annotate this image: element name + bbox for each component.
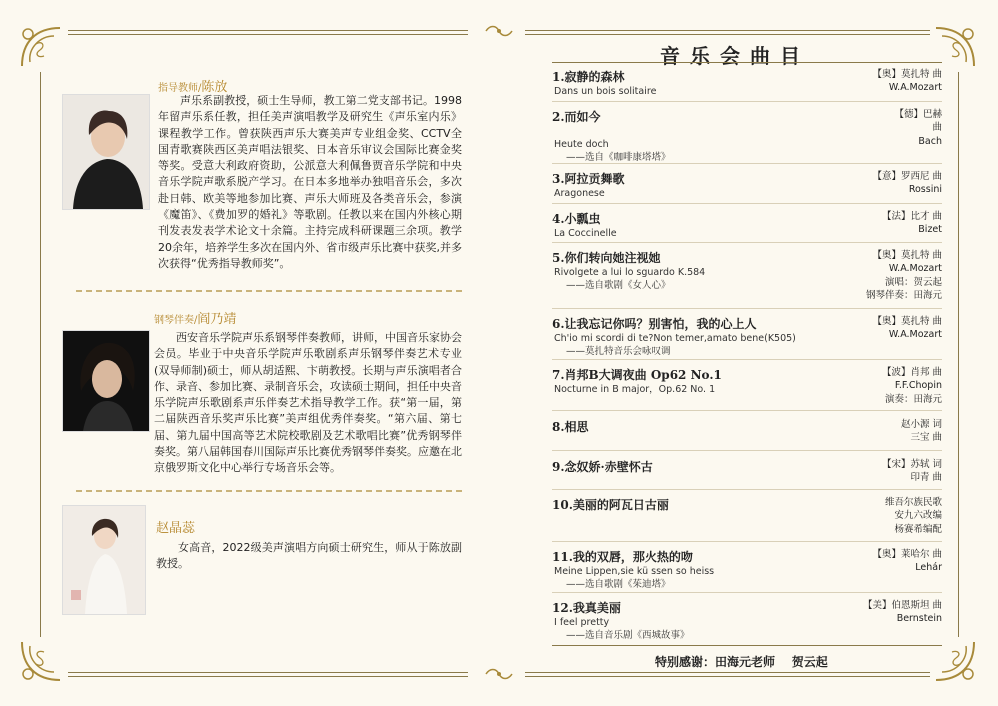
mentor-bio: 声乐系副教授，硕士生导师，教工第二党支部书记。1998年留声乐系任教，担任美声演唱教学及研究生《声乐室内乐》课程教学工作。曾获陕西声乐大赛美声专业组金奖、CCTV全国青歌赛陕西区美声唱法银奖、日本音乐审议会国际比赛金奖等奖。受意大利政府资助，公派意大利佩鲁贾音乐学院和中央音乐学院声歌系脱产学习。在日本多地举办独唱音乐会，多次赴日韩、欧美等地参加比赛、声乐大师班及各类音乐会，参演《魔笛》、《费加罗的婚礼》等歌剧。任教以来在国内外核心期刊发表发表学术论文十余篇。主持完成科研课题三余项。教学20余年，培养学生多次在国内外、省市级声乐比赛中获奖,并多次获得“优秀指导教师奖”。 — [158, 94, 462, 270]
program-item-title: 1.寂静的森林 — [552, 70, 625, 84]
program-item-title: 11.我的双唇，那火热的吻 — [552, 550, 693, 564]
program-item-subtitle: ——选自歌剧《茱迪塔》 — [566, 579, 671, 590]
program-item — [552, 418, 942, 444]
credit-line: 曲 — [932, 122, 942, 134]
thanks-rule — [552, 645, 942, 646]
program-item-subtitle: La Coccinelle — [554, 228, 617, 239]
program-item — [552, 366, 942, 405]
program-item — [552, 108, 942, 164]
top-rule-left-inner — [68, 34, 468, 35]
corner-flourish-top-left-icon — [16, 22, 66, 72]
left-frame-rule — [40, 72, 41, 637]
credit-line: 演奏：田海元 — [884, 393, 942, 405]
credit-line: Lehár — [915, 562, 942, 574]
program-item-title: 5.你们转向她注视她 — [552, 251, 661, 265]
pianist-role: 钢琴伴奏/ — [154, 315, 198, 326]
bottom-rule-left — [68, 672, 468, 673]
credit-line: W.A.Mozart — [888, 82, 942, 94]
credit-line: 【奥】莫扎特 曲 — [872, 69, 942, 80]
program-item-subtitle: Ch'io mi scordi di te?Non temer,amato bene(K505) — [554, 333, 796, 344]
singer-name: 赵晶蕊 — [156, 521, 196, 536]
program-item-title: 2.而如今 — [552, 110, 601, 124]
credit-line: 【意】罗西尼 曲 — [872, 171, 942, 182]
program-separator — [552, 308, 942, 309]
program-item-subtitle: ——莫扎特音乐会咏叹调 — [566, 346, 671, 357]
credit-line: 钢琴伴奏：田海元 — [865, 289, 942, 301]
program-separator — [552, 592, 942, 593]
corner-flourish-bottom-left-icon — [16, 636, 66, 686]
credit-line: 三宝 曲 — [910, 432, 942, 444]
program-separator — [552, 359, 942, 360]
program-item-subtitle: ——选自音乐剧《西城故事》 — [566, 630, 690, 641]
program-item-subtitle: Rivolgete a lui lo sguardo K.584 — [554, 267, 706, 278]
program-item-credit — [885, 496, 942, 536]
program-item — [552, 170, 942, 200]
credit-line: Bernstein — [896, 613, 942, 625]
credit-line: 维吾尔族民歌 — [884, 497, 942, 508]
program-separator — [552, 450, 942, 451]
program-item-subtitle: ——选自歌剧《女人心》 — [566, 280, 671, 291]
pianist-name: 阎乃靖 — [197, 312, 237, 327]
program-separator — [552, 203, 942, 204]
pianist-photo — [62, 330, 150, 432]
program-item — [552, 458, 942, 484]
program-item-title: 3.阿拉贡舞歌 — [552, 172, 625, 186]
program-item-title: 6.让我忘记你吗？别害怕，我的心上人 — [552, 317, 757, 331]
credit-line: 杨赛希编配 — [894, 523, 942, 535]
program-item-title: 12.我真美丽 — [552, 601, 621, 615]
program-item-credit — [872, 548, 942, 575]
program-item-credit — [901, 418, 942, 445]
program-item — [552, 249, 942, 301]
pianist-bio: 西安音乐学院声乐系钢琴伴奏教师，讲师，中国音乐家协会会员。毕业于中央音乐学院声乐歌剧系声乐钢琴伴奏艺术专业(双导师制)硕士，师从胡适熙、卞萌教授。长期与声乐演唱者合作、录音、参加比赛、录制音乐会，攻读硕士期间，担任中央音乐学院声乐歌剧系声乐伴奏艺术指导教学工作。获“第一届，第二届陕西音乐奖声乐比赛”美声组优秀伴奏奖。“第六届、第七届、第九届中国高等艺术院校歌剧及艺术歌唱比赛”优秀钢琴伴奏奖。第八届韩国春川国际声乐比赛优秀钢琴伴奏奖。应邀在北京俄罗斯文化中心举行专场音乐会等。 — [154, 331, 462, 475]
program-item-subtitle: Meine Lippen,sie kü ssen so heiss — [554, 566, 715, 577]
program-item-credit — [872, 315, 942, 342]
credit-line: 【奥】莱哈尔 曲 — [872, 549, 942, 560]
bottom-rule-right — [525, 672, 930, 673]
program-separator — [552, 101, 942, 102]
credit-line: 【德】巴赫 — [894, 109, 942, 120]
program-item-credit — [882, 210, 942, 237]
program-separator — [552, 489, 942, 490]
program-item-subtitle: Heute doch — [554, 139, 609, 150]
program-item-credit — [866, 249, 942, 302]
program-item — [552, 496, 942, 535]
credit-line: Bizet — [918, 224, 942, 236]
mentor-role: 指导教师/ — [158, 83, 202, 94]
program-separator — [552, 242, 942, 243]
bottom-center-ornament — [484, 667, 514, 684]
top-center-ornament — [484, 24, 514, 41]
mentor-name: 陈放 — [201, 80, 228, 95]
program-item-title: 4.小瓢虫 — [552, 212, 601, 226]
program-item — [552, 68, 942, 98]
program-item-title: 8.相思 — [552, 420, 589, 434]
program-item-credit — [894, 108, 942, 148]
credit-line: 安九六改编 — [894, 510, 942, 522]
program-item-title: 7.肖邦B大调夜曲 Op62 No.1 — [552, 368, 722, 382]
credit-line: 【奥】莫扎特 曲 — [872, 316, 942, 327]
credit-line: 【法】比才 曲 — [881, 211, 942, 222]
program-item-credit — [882, 458, 942, 485]
credit-line: Rossini — [908, 184, 942, 196]
pianist-role-label — [154, 308, 236, 327]
program-item — [552, 548, 942, 591]
credit-line: 【波】肖邦 曲 — [881, 367, 942, 378]
special-thanks: 特别感谢：田海元老师 贺云起 — [655, 655, 828, 669]
singer-photo — [62, 505, 146, 615]
program-separator — [552, 541, 942, 542]
bottom-rule-right-inner — [525, 676, 930, 677]
program-separator — [552, 410, 942, 411]
separator-1 — [76, 290, 462, 292]
credit-line: 【奥】莫扎特 曲 — [872, 250, 942, 261]
credit-line: 【美】伯恩斯坦 曲 — [862, 600, 942, 611]
program-item — [552, 315, 942, 358]
program-item-subtitle: I feel pretty — [554, 617, 610, 628]
program-separator — [552, 163, 942, 164]
title-underline — [552, 62, 942, 63]
program-item-subtitle: ——选自《咖啡康塔塔》 — [566, 152, 671, 163]
credit-line: 【宋】苏轼 词 — [881, 459, 942, 470]
program-title: 音乐会曲目 — [660, 44, 810, 68]
program-item — [552, 599, 942, 642]
program-item-credit — [863, 599, 942, 626]
top-rule-left — [68, 30, 468, 31]
mentor-photo — [62, 94, 150, 210]
program-item-credit — [882, 366, 942, 406]
program-item-subtitle: Aragonese — [554, 188, 605, 199]
separator-2 — [76, 490, 462, 492]
corner-flourish-bottom-right-icon — [930, 636, 980, 686]
credit-line: Bach — [918, 135, 942, 147]
credit-line: W.A.Mozart — [888, 263, 942, 275]
right-frame-rule — [958, 72, 959, 637]
program-item-subtitle — [552, 125, 942, 138]
top-rule-right — [525, 30, 930, 31]
program-item-credit — [872, 68, 942, 95]
credit-line: F.F.Chopin — [894, 380, 942, 392]
credit-line: 赵小源 词 — [900, 419, 942, 430]
program-item-subtitle: Nocturne in B major，Op.62 No. 1 — [554, 384, 716, 395]
credit-line: 印青 曲 — [910, 472, 942, 484]
program-item-title: 9.念奴娇·赤壁怀古 — [552, 460, 653, 474]
credit-line: W.A.Mozart — [888, 329, 942, 341]
program-item-subtitle: Dans un bois solitaire — [554, 86, 657, 97]
corner-flourish-top-right-icon — [930, 22, 980, 72]
bottom-rule-left-inner — [68, 676, 468, 677]
singer-bio: 女高音，2022级美声演唱方向硕士研究生，师从于陈放副教授。 — [156, 541, 462, 571]
top-rule-right-inner — [525, 34, 930, 35]
program-item-title: 10.美丽的阿瓦日古丽 — [552, 498, 669, 512]
credit-line: 演唱：贺云起 — [884, 276, 942, 288]
program-item — [552, 210, 942, 240]
program-item-credit — [872, 170, 942, 197]
